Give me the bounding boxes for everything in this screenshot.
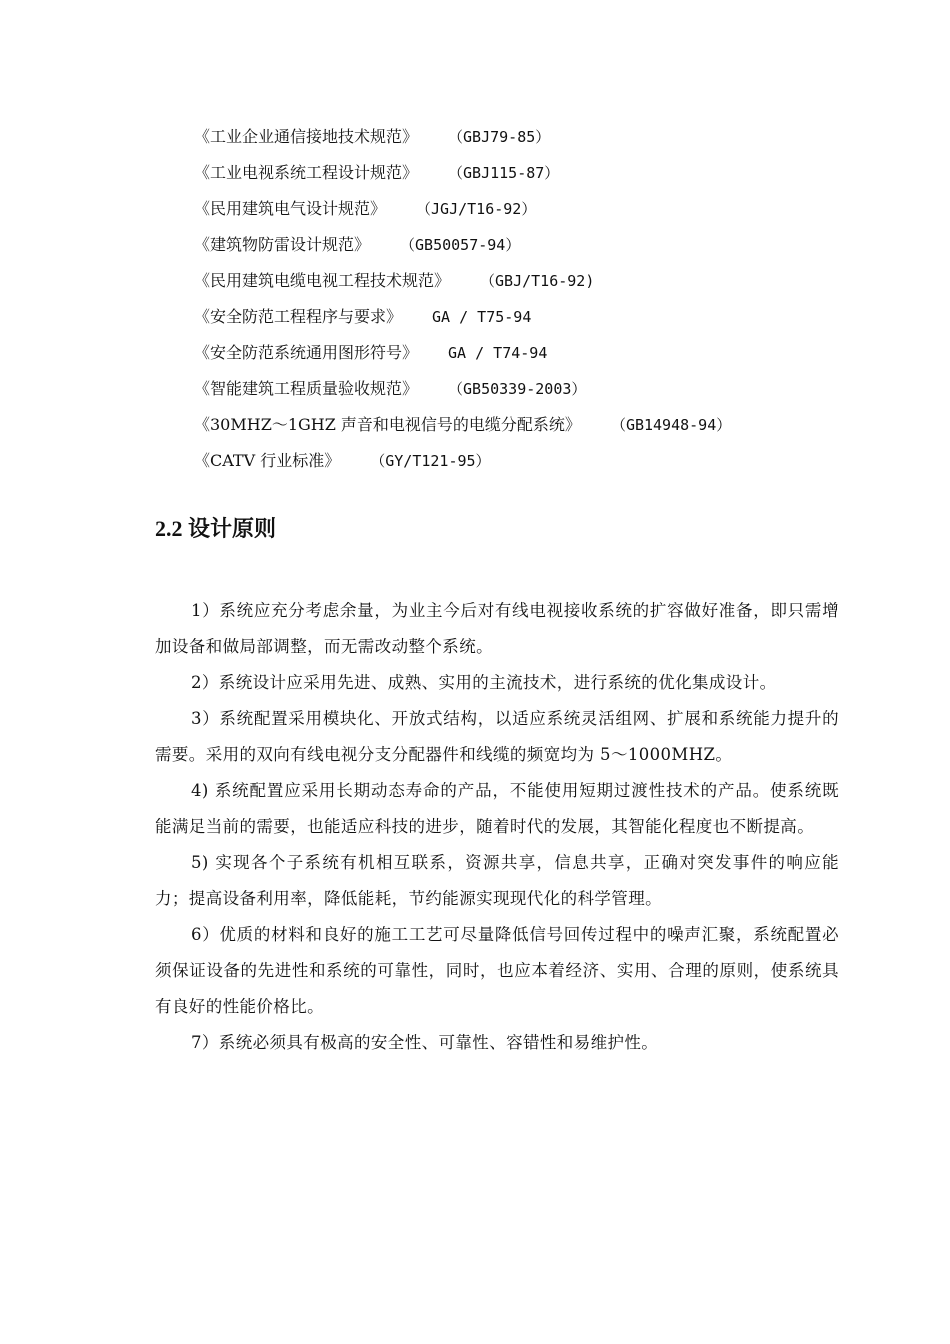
standard-code: （GBJ/T16-92) <box>480 272 595 290</box>
standard-code: （GB14948-94） <box>610 416 732 434</box>
standard-code: （GY/T121-95） <box>370 452 491 470</box>
standard-title: 《建筑物防雷设计规范》 <box>194 235 371 254</box>
standard-item <box>194 448 894 484</box>
standard-title: 《CATV 行业标准》 <box>194 451 341 470</box>
principle-paragraph: 1）系统应充分考虑余量，为业主今后对有线电视接收系统的扩容做好准备，即只需增加设备和做局部调整，而无需改动整个系统。 <box>155 601 839 656</box>
standard-code: （GB50057-94） <box>400 236 521 254</box>
standard-item <box>194 376 894 412</box>
principles-list <box>155 593 839 1061</box>
standard-code: GA / T74-94 <box>448 344 548 362</box>
standard-code: （GB50339-2003） <box>448 380 587 398</box>
principle-paragraph: 4) 系统配置应采用长期动态寿命的产品，不能使用短期过渡性技术的产品。使系统既能满足当前的需要，也能适应科技的进步，随着时代的发展，其智能化程度也不断提高。 <box>155 781 839 836</box>
principle-paragraph: 5) 实现各个子系统有机相互联系，资源共享，信息共享，正确对突发事件的响应能力；提高设备利用率，降低能耗，节约能源实现现代化的科学管理。 <box>155 853 839 908</box>
standard-title: 《安全防范工程程序与要求》 <box>194 307 403 326</box>
standard-title: 《30MHZ～1GHZ 声音和电视信号的电缆分配系统》 <box>194 415 581 434</box>
section-heading: 2.2 设计原则 <box>155 516 277 541</box>
standard-title: 《智能建筑工程质量验收规范》 <box>194 379 419 398</box>
standard-code: （GBJ79-85） <box>448 128 551 146</box>
standard-item <box>194 196 894 232</box>
standard-title: 《工业电视系统工程设计规范》 <box>194 163 419 182</box>
principle-paragraph: 2）系统设计应采用先进、成熟、实用的主流技术，进行系统的优化集成设计。 <box>191 673 777 692</box>
standard-code: （GBJ115-87） <box>448 164 560 182</box>
standard-item <box>194 304 894 340</box>
standard-item <box>194 340 894 376</box>
standard-item <box>194 160 894 196</box>
standard-code: （JGJ/T16-92） <box>416 200 537 218</box>
standard-item <box>194 232 894 268</box>
standard-item <box>194 268 894 304</box>
standards-list <box>194 124 894 484</box>
standard-title: 《安全防范系统通用图形符号》 <box>194 343 419 362</box>
standard-code: GA / T75-94 <box>432 308 532 326</box>
principle-paragraph: 7）系统必须具有极高的安全性、可靠性、容错性和易维护性。 <box>191 1033 659 1052</box>
principle-paragraph: 3）系统配置采用模块化、开放式结构，以适应系统灵活组网、扩展和系统能力提升的需要。采用的双向有线电视分支分配器件和线缆的频宽均为 5～1000MHZ。 <box>155 709 839 764</box>
standard-title: 《工业企业通信接地技术规范》 <box>194 127 419 146</box>
standard-item <box>194 412 894 448</box>
standard-title: 《民用建筑电缆电视工程技术规范》 <box>194 271 451 290</box>
standard-item <box>194 124 894 160</box>
standard-title: 《民用建筑电气设计规范》 <box>194 199 387 218</box>
principle-paragraph: 6）优质的材料和良好的施工工艺可尽量降低信号回传过程中的噪声汇聚，系统配置必须保证设备的先进性和系统的可靠性，同时，也应本着经济、实用、合理的原则，使系统具有良好的性能价格比。 <box>155 925 839 1016</box>
